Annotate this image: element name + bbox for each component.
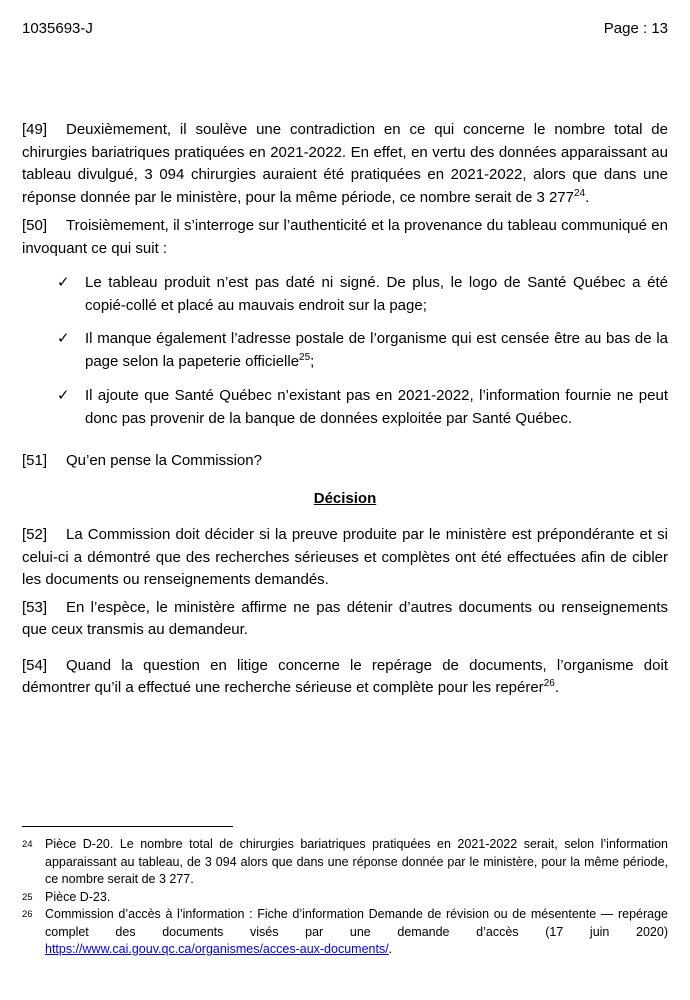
paragraph-text: Deuxièmement, il soulève une contradiction en ce qui concerne le nombre total de chirurgies bariatriques pratiquées en 2021-2022. En effet, en vertu des données apparaissant au tableau divulgué, 3 094 chirurgies auraient été pratiquées en 2021-2022, alors que dans une réponse donnée par le ministère, pour la même période, ce nombre serait de 3 277 [22,121,668,206]
footnote-ref-24: 24 [574,187,586,199]
footnote-text-content: Pièce D-23. [45,889,111,904]
checkmark-icon: ✓ [57,387,70,404]
footnote-ref-26: 26 [543,678,555,689]
footnote-26 [22,906,668,959]
paragraph-52 [22,524,668,592]
footnote-24 [22,836,668,889]
bullet-item [22,385,668,430]
footnote-tail: . [388,942,393,956]
bullet-text [85,328,668,373]
paragraph-text: La Commission doit décider si la preuve produite par le ministère est prépondérante et si celui-ci a démontré que des recherches sérieuses et complètes ont été effectuées afin de cibler les documents ou renseignements demandés. [22,526,668,588]
bullet-item [22,272,668,317]
footnote-25 [22,889,668,907]
paragraph-text: Qu’en pense la Commission? [66,452,262,469]
paragraph-text: Quand la question en litige concerne le repérage de documents, l’organisme doit démontrer qu’il a effectué une recherche sérieuse et complète pour les repérer [22,656,668,696]
paragraph-tail: . [585,188,590,206]
footnote-number: 25 [22,891,33,903]
bullet-text [85,385,668,430]
footnote-text-content: Commission d’accès à l’information : Fiche d’information Demande de révision ou de mésentente — repérage complet des documents visés par une demande d’accès (17 juin 2020) [45,907,668,939]
footnote-hyperlink[interactable]: https://www.cai.gouv.qc.ca/organismes/acces-aux-documents/ [45,942,389,956]
footnote-number: 24 [22,839,33,850]
bullet-text [85,272,668,317]
bullet-text-content: Il ajoute que Santé Québec n’existant pas en 2021-2022, l’information fournie ne peut donc pas provenir de la banque de données exploitée par Santé Québec. [85,387,668,427]
bullet-item [22,328,668,373]
checkmark-icon: ✓ [57,274,70,291]
footnotes-section [22,826,668,959]
page-number: Page : 13 [603,20,668,37]
paragraph-number: [53] [22,598,48,616]
paragraph-54 [22,655,668,700]
footnote-text [45,836,668,889]
footnote-text [45,906,668,959]
paragraph-text: Troisièmement, il s’interroge sur l’authenticité et la provenance du tableau communiqué en invoquant ce qui suit : [22,217,668,257]
footnote-ref-25: 25 [299,351,311,363]
paragraph-50 [22,215,668,260]
paragraph-tail: . [554,679,559,696]
footnote-text [45,889,668,907]
paragraph-53 [22,597,668,642]
footnote-text-content: Pièce D-20. Le nombre total de chirurgies bariatriques pratiquées en 2021-2022 serait, selon l’information apparaissant au tableau, de 3 094 alors que dans une réponse donnée par le ministère, pour la même période, ce nombre serait de 3 277. [45,837,668,886]
paragraph-number: [51] [22,452,48,469]
bullet-text-content: Il manque également l’adresse postale de l’organisme qui est censée être au bas de la page selon la papeterie officielle [85,330,668,370]
paragraph-number: [54] [22,656,48,674]
paragraph-51 [22,450,668,473]
paragraph-number: [50] [22,217,48,234]
paragraph-number: [49] [22,121,48,138]
document-body [22,119,668,700]
paragraph-number: [52] [22,526,48,543]
section-heading-decision: Décision [313,489,377,507]
paragraph-text: En l’espèce, le ministère affirme ne pas détenir d’autres documents ou renseignements que ceux transmis au demandeur. [22,598,668,638]
page-header [22,20,668,38]
checkmark-icon: ✓ [57,330,70,347]
document-number: 1035693-J [22,20,93,37]
bullet-tail: ; [310,352,315,370]
footnote-separator [22,826,233,827]
paragraph-49 [22,119,668,209]
footnote-number: 26 [22,909,33,920]
bullet-text-content: Le tableau produit n’est pas daté ni signé. De plus, le logo de Santé Québec a été copié-collé et placé au mauvais endroit sur la page; [85,274,668,314]
